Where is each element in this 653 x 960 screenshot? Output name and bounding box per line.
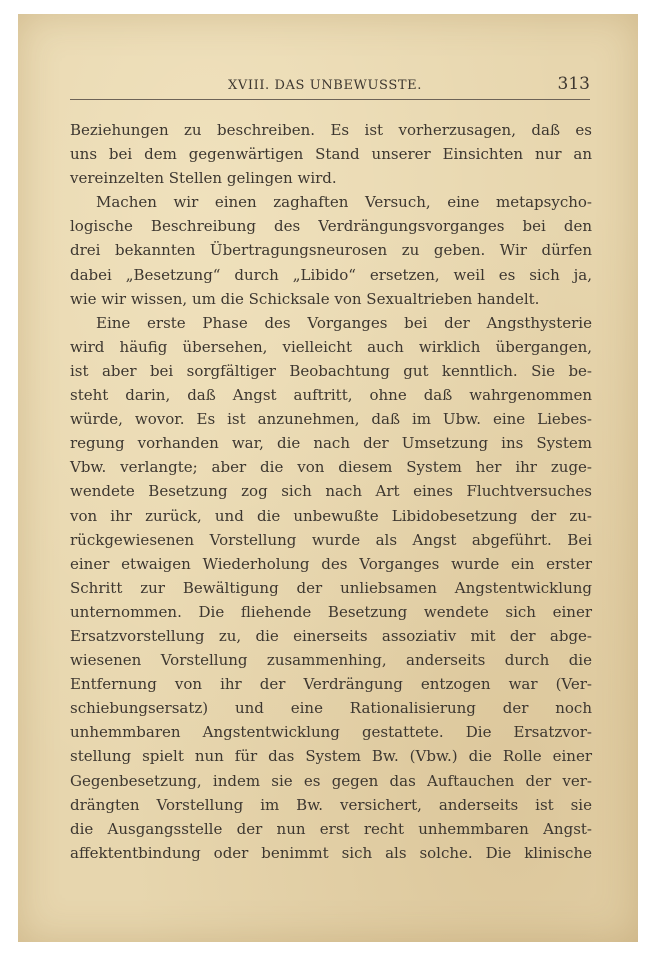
text-line: drängten Vorstellung im Bw. versichert, anderseits ist sie [70, 795, 592, 814]
text-line: Beziehungen zu beschreiben. Es ist vorherzusagen, daß es [70, 121, 592, 139]
text-line: logische Beschreibung des Verdrängungsvorganges bei den [70, 217, 592, 236]
text-line: vereinzelten Stellen gelingen wird. [70, 169, 337, 188]
text-line: Gegenbesetzung, indem sie es gegen das Auftauchen der ver- [70, 771, 592, 790]
text-line: stellung spielt nun für das System Bw. (Vbw.) die Rolle einer [70, 747, 592, 766]
text-line: regung vorhanden war, die nach der Umsetzung ins System [70, 434, 592, 453]
text-line: wie wir wissen, um die Schicksale von Sexualtrieben handelt. [70, 289, 540, 308]
text-line: rückgewiesenen Vorstellung wurde als Angst abgeführt. Bei [70, 530, 592, 549]
book-page [18, 14, 638, 942]
running-head: XVIII. DAS UNBEWUSSTE. [228, 78, 422, 93]
text-line: Ersatzvorstellung zu, die einerseits assoziativ mit der abge- [70, 626, 592, 645]
text-line: unternommen. Die fliehende Besetzung wendete sich einer [70, 602, 592, 621]
body-text [70, 118, 592, 865]
text-line: schiebungsersatz) und eine Rationalisierung der noch [70, 699, 592, 718]
page-header [70, 70, 590, 100]
header-rule [70, 99, 590, 100]
text-line: drei bekannten Übertragungsneurosen zu geben. Wir dürfen [70, 241, 592, 260]
text-line: affektentbindung oder benimmt sich als solche. Die klinische [70, 843, 592, 862]
text-line: uns bei dem gegenwärtigen Stand unserer Einsichten nur an [70, 145, 592, 164]
text-line: würde, wovor. Es ist anzunehmen, daß im Ubw. eine Liebes- [70, 410, 592, 429]
text-line: dabei „Besetzung“ durch „Libido“ ersetzen, weil es sich ja, [70, 265, 592, 284]
text-line: Eine erste Phase des Vorganges bei der Angsthysterie [96, 313, 592, 332]
text-line: steht darin, daß Angst auftritt, ohne daß wahrgenommen [70, 386, 592, 405]
text-line: Entfernung von ihr der Verdrängung entzogen war (Ver- [70, 675, 592, 694]
text-line: Vbw. verlangte; aber die von diesem System her ihr zuge- [70, 458, 592, 477]
text-line: wendete Besetzung zog sich nach Art eines Fluchtversuches [70, 482, 592, 501]
text-line: unhemmbaren Angstentwicklung gestattete. Die Ersatzvor- [70, 723, 592, 742]
text-line: wiesenen Vorstellung zusammenhing, anderseits durch die [70, 651, 592, 670]
page-number: 313 [557, 74, 590, 94]
text-line: Schritt zur Bewältigung der unliebsamen Angstentwicklung [70, 578, 592, 597]
text-line: die Ausgangsstelle der nun erst recht unhemmbaren Angst- [70, 819, 592, 838]
text-line: von ihr zurück, und die unbewußte Libidobesetzung der zu- [70, 506, 592, 525]
text-line: einer etwaigen Wiederholung des Vorganges wurde ein erster [70, 554, 592, 573]
text-line: Machen wir einen zaghaften Versuch, eine metapsycho- [96, 193, 592, 212]
text-line: ist aber bei sorgfältiger Beobachtung gut kenntlich. Sie be- [70, 361, 592, 380]
text-line: wird häufig übersehen, vielleicht auch wirklich übergangen, [70, 337, 592, 356]
